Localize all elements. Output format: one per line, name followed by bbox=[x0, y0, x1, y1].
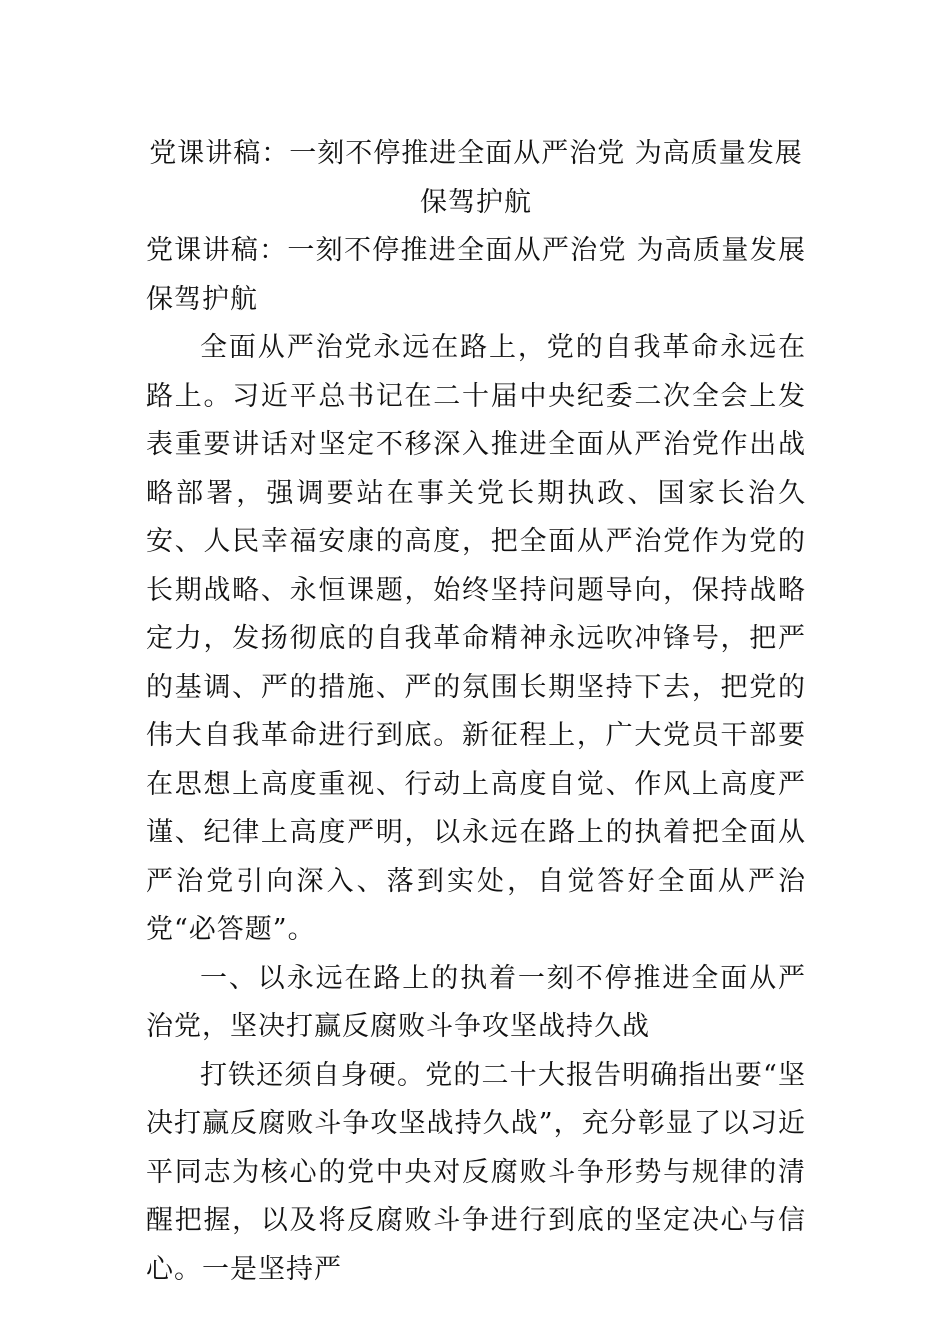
paragraph-intro: 全面从严治党永远在路上，党的自我革命永远在路上。习近平总书记在二十届中央纪委二次全会上发表重要讲话对坚定不移深入推进全面从严治党作出战略部署，强调要站在事关党长期执政、国家长治久安、人民幸福安康的高度，把全面从严治党作为党的长期战略、永恒课题，始终坚持问题导向，保持战略定力，发扬彻底的自我革命精神永远吹冲锋号，把严的基调、严的措施、严的氛围长期坚持下去，把党的伟大自我革命进行到底。新征程上，广大党员干部要在思想上高度重视、行动上高度自觉、作风上高度严谨、纪律上高度严明，以永远在路上的执着把全面从严治党引向深入、落到实处，自觉答好全面从严治党“必答题”。 bbox=[146, 332, 806, 945]
paragraph-section-1: 打铁还须自身硬。党的二十大报告明确指出要“坚决打赢反腐败斗争攻坚战持久战”，充分彰显了以习近平同志为核心的党中央对反腐败斗争形势与规律的清醒把握，以及将反腐败斗争进行到底的坚定决心与信心。一是坚持严 bbox=[146, 1059, 806, 1285]
section-heading-1: 一、以永远在路上的执着一刻不停推进全面从严治党，坚决打赢反腐败斗争攻坚战持久战 bbox=[146, 962, 806, 1042]
document-heading-repeat: 党课讲稿：一刻不停推进全面从严治党 为高质量发展保驾护航 bbox=[146, 235, 806, 315]
document-title: 党课讲稿：一刻不停推进全面从严治党 为高质量发展保驾护航 bbox=[149, 138, 803, 218]
document-body bbox=[146, 130, 806, 1294]
